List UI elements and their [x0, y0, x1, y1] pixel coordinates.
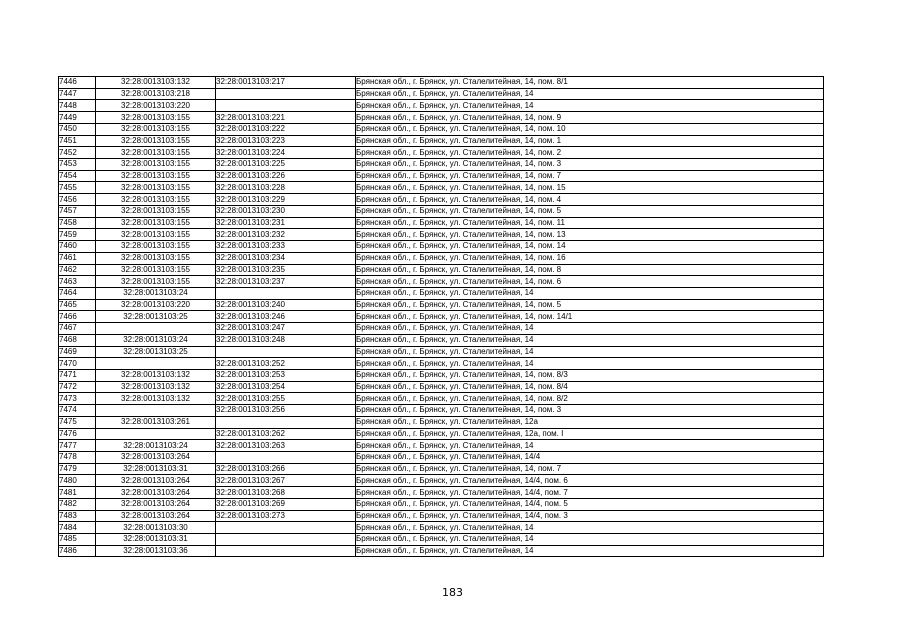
row-number-cell: 7450	[59, 123, 96, 135]
cadastral-number-cell: 32:28:0013103:155	[96, 229, 216, 241]
table-row	[59, 405, 824, 417]
related-cadastral-number-cell: 32:28:0013103:255	[216, 393, 356, 405]
table-row	[59, 205, 824, 217]
related-cadastral-number-cell: 32:28:0013103:222	[216, 123, 356, 135]
table-row	[59, 264, 824, 276]
related-cadastral-number-cell: 32:28:0013103:268	[216, 487, 356, 499]
table-row	[59, 147, 824, 159]
related-cadastral-number-cell: 32:28:0013103:232	[216, 229, 356, 241]
cadastral-number-cell: 32:28:0013103:155	[96, 205, 216, 217]
address-cell: Брянская обл., г. Брянск, ул. Сталелитейная, 14, пом. 8/1	[356, 77, 824, 89]
table-row	[59, 428, 824, 440]
address-cell: Брянская обл., г. Брянск, ул. Сталелитейная, 14	[356, 440, 824, 452]
row-number-cell: 7466	[59, 311, 96, 323]
related-cadastral-number-cell: 32:28:0013103:266	[216, 463, 356, 475]
table-row	[59, 498, 824, 510]
related-cadastral-number-cell: 32:28:0013103:263	[216, 440, 356, 452]
table-row	[59, 252, 824, 264]
related-cadastral-number-cell: 32:28:0013103:237	[216, 276, 356, 288]
address-cell: Брянская обл., г. Брянск, ул. Сталелитейная, 14	[356, 534, 824, 546]
address-cell: Брянская обл., г. Брянск, ул. Сталелитейная, 14	[356, 323, 824, 335]
row-number-cell: 7478	[59, 452, 96, 464]
row-number-cell: 7471	[59, 369, 96, 381]
cadastral-number-cell: 32:28:0013103:31	[96, 534, 216, 546]
related-cadastral-number-cell: 32:28:0013103:267	[216, 475, 356, 487]
table-row	[59, 100, 824, 112]
cadastral-number-cell	[96, 405, 216, 417]
row-number-cell: 7477	[59, 440, 96, 452]
row-number-cell: 7462	[59, 264, 96, 276]
table-row	[59, 287, 824, 299]
cadastral-number-cell: 32:28:0013103:30	[96, 522, 216, 534]
cadastral-number-cell: 32:28:0013103:264	[96, 487, 216, 499]
row-number-cell: 7459	[59, 229, 96, 241]
address-cell: Брянская обл., г. Брянск, ул. Сталелитейная, 14, пом. 11	[356, 217, 824, 229]
cadastral-number-cell: 32:28:0013103:261	[96, 416, 216, 428]
row-number-cell: 7474	[59, 405, 96, 417]
related-cadastral-number-cell: 32:28:0013103:217	[216, 77, 356, 89]
cadastral-number-cell: 32:28:0013103:25	[96, 311, 216, 323]
related-cadastral-number-cell: 32:28:0013103:224	[216, 147, 356, 159]
row-number-cell: 7465	[59, 299, 96, 311]
row-number-cell: 7448	[59, 100, 96, 112]
related-cadastral-number-cell: 32:28:0013103:225	[216, 159, 356, 171]
row-number-cell: 7467	[59, 323, 96, 335]
table-row	[59, 346, 824, 358]
cadastral-number-cell: 32:28:0013103:155	[96, 135, 216, 147]
address-cell: Брянская обл., г. Брянск, ул. Сталелитейная, 14, пом. 4	[356, 194, 824, 206]
row-number-cell: 7460	[59, 241, 96, 253]
row-number-cell: 7470	[59, 358, 96, 370]
address-cell: Брянская обл., г. Брянск, ул. Сталелитейная, 14, пом. 1	[356, 135, 824, 147]
address-cell: Брянская обл., г. Брянск, ул. Сталелитейная, 12а	[356, 416, 824, 428]
related-cadastral-number-cell: 32:28:0013103:226	[216, 170, 356, 182]
address-cell: Брянская обл., г. Брянск, ул. Сталелитейная, 14, пом. 2	[356, 147, 824, 159]
cadastral-number-cell: 32:28:0013103:155	[96, 182, 216, 194]
table-row	[59, 510, 824, 522]
register-table-body	[59, 77, 824, 557]
related-cadastral-number-cell: 32:28:0013103:246	[216, 311, 356, 323]
row-number-cell: 7447	[59, 88, 96, 100]
row-number-cell: 7483	[59, 510, 96, 522]
related-cadastral-number-cell: 32:28:0013103:233	[216, 241, 356, 253]
table-row	[59, 311, 824, 323]
cadastral-number-cell: 32:28:0013103:155	[96, 147, 216, 159]
address-cell: Брянская обл., г. Брянск, ул. Сталелитейная, 14, пом. 10	[356, 123, 824, 135]
row-number-cell: 7484	[59, 522, 96, 534]
table-row	[59, 358, 824, 370]
cadastral-number-cell: 32:28:0013103:155	[96, 194, 216, 206]
address-cell: Брянская обл., г. Брянск, ул. Сталелитейная, 14, пом. 5	[356, 205, 824, 217]
table-row	[59, 334, 824, 346]
address-cell: Брянская обл., г. Брянск, ул. Сталелитейная, 14/4, пом. 7	[356, 487, 824, 499]
cadastral-number-cell: 32:28:0013103:264	[96, 498, 216, 510]
cadastral-number-cell: 32:28:0013103:24	[96, 334, 216, 346]
cadastral-number-cell: 32:28:0013103:155	[96, 217, 216, 229]
table-row	[59, 217, 824, 229]
row-number-cell: 7461	[59, 252, 96, 264]
address-cell: Брянская обл., г. Брянск, ул. Сталелитейная, 14, пом. 16	[356, 252, 824, 264]
row-number-cell: 7486	[59, 545, 96, 557]
cadastral-number-cell	[96, 358, 216, 370]
cadastral-number-cell: 32:28:0013103:155	[96, 252, 216, 264]
address-cell: Брянская обл., г. Брянск, ул. Сталелитейная, 14, пом. 5	[356, 299, 824, 311]
table-row	[59, 416, 824, 428]
table-row	[59, 440, 824, 452]
row-number-cell: 7458	[59, 217, 96, 229]
table-row	[59, 487, 824, 499]
row-number-cell: 7468	[59, 334, 96, 346]
table-row	[59, 182, 824, 194]
cadastral-number-cell: 32:28:0013103:220	[96, 299, 216, 311]
table-row	[59, 123, 824, 135]
related-cadastral-number-cell: 32:28:0013103:234	[216, 252, 356, 264]
cadastral-number-cell: 32:28:0013103:155	[96, 170, 216, 182]
table-row	[59, 241, 824, 253]
row-number-cell: 7472	[59, 381, 96, 393]
address-cell: Брянская обл., г. Брянск, ул. Сталелитейная, 14, пом. 7	[356, 170, 824, 182]
address-cell: Брянская обл., г. Брянск, ул. Сталелитейная, 14/4, пом. 6	[356, 475, 824, 487]
related-cadastral-number-cell	[216, 545, 356, 557]
row-number-cell: 7446	[59, 77, 96, 89]
cadastral-number-cell: 32:28:0013103:264	[96, 475, 216, 487]
table-row	[59, 88, 824, 100]
table-row	[59, 159, 824, 171]
related-cadastral-number-cell	[216, 287, 356, 299]
cadastral-number-cell: 32:28:0013103:220	[96, 100, 216, 112]
table-row	[59, 170, 824, 182]
address-cell: Брянская обл., г. Брянск, ул. Сталелитейная, 14	[356, 287, 824, 299]
row-number-cell: 7457	[59, 205, 96, 217]
address-cell: Брянская обл., г. Брянск, ул. Сталелитейная, 14, пом. 8	[356, 264, 824, 276]
related-cadastral-number-cell: 32:28:0013103:221	[216, 112, 356, 124]
table-row	[59, 534, 824, 546]
cadastral-number-cell: 32:28:0013103:25	[96, 346, 216, 358]
related-cadastral-number-cell: 32:28:0013103:252	[216, 358, 356, 370]
cadastral-number-cell: 32:28:0013103:132	[96, 381, 216, 393]
related-cadastral-number-cell: 32:28:0013103:228	[216, 182, 356, 194]
row-number-cell: 7481	[59, 487, 96, 499]
address-cell: Брянская обл., г. Брянск, ул. Сталелитейная, 14	[356, 358, 824, 370]
cadastral-number-cell: 32:28:0013103:132	[96, 77, 216, 89]
cadastral-number-cell: 32:28:0013103:155	[96, 276, 216, 288]
related-cadastral-number-cell	[216, 416, 356, 428]
address-cell: Брянская обл., г. Брянск, ул. Сталелитейная, 14, пом. 3	[356, 405, 824, 417]
cadastral-number-cell: 32:28:0013103:24	[96, 440, 216, 452]
row-number-cell: 7485	[59, 534, 96, 546]
table-row	[59, 112, 824, 124]
related-cadastral-number-cell	[216, 100, 356, 112]
cadastral-number-cell: 32:28:0013103:155	[96, 241, 216, 253]
address-cell: Брянская обл., г. Брянск, ул. Сталелитейная, 14	[356, 545, 824, 557]
table-row	[59, 522, 824, 534]
cadastral-number-cell	[96, 428, 216, 440]
cadastral-number-cell: 32:28:0013103:264	[96, 510, 216, 522]
row-number-cell: 7464	[59, 287, 96, 299]
address-cell: Брянская обл., г. Брянск, ул. Сталелитейная, 14	[356, 522, 824, 534]
table-row	[59, 393, 824, 405]
address-cell: Брянская обл., г. Брянск, ул. Сталелитейная, 12а, пом. I	[356, 428, 824, 440]
address-cell: Брянская обл., г. Брянск, ул. Сталелитейная, 14, пом. 13	[356, 229, 824, 241]
address-cell: Брянская обл., г. Брянск, ул. Сталелитейная, 14, пом. 8/4	[356, 381, 824, 393]
cadastral-number-cell	[96, 323, 216, 335]
row-number-cell: 7452	[59, 147, 96, 159]
address-cell: Брянская обл., г. Брянск, ул. Сталелитейная, 14	[356, 100, 824, 112]
related-cadastral-number-cell: 32:28:0013103:273	[216, 510, 356, 522]
address-cell: Брянская обл., г. Брянск, ул. Сталелитейная, 14/4	[356, 452, 824, 464]
row-number-cell: 7480	[59, 475, 96, 487]
address-cell: Брянская обл., г. Брянск, ул. Сталелитейная, 14	[356, 346, 824, 358]
table-row	[59, 369, 824, 381]
row-number-cell: 7456	[59, 194, 96, 206]
table-row	[59, 194, 824, 206]
related-cadastral-number-cell: 32:28:0013103:248	[216, 334, 356, 346]
address-cell: Брянская обл., г. Брянск, ул. Сталелитейная, 14	[356, 334, 824, 346]
address-cell: Брянская обл., г. Брянск, ул. Сталелитейная, 14, пом. 8/2	[356, 393, 824, 405]
row-number-cell: 7463	[59, 276, 96, 288]
row-number-cell: 7455	[59, 182, 96, 194]
cadastral-number-cell: 32:28:0013103:218	[96, 88, 216, 100]
address-cell: Брянская обл., г. Брянск, ул. Сталелитейная, 14, пом. 8/3	[356, 369, 824, 381]
related-cadastral-number-cell: 32:28:0013103:247	[216, 323, 356, 335]
row-number-cell: 7451	[59, 135, 96, 147]
row-number-cell: 7479	[59, 463, 96, 475]
table-row	[59, 77, 824, 89]
related-cadastral-number-cell: 32:28:0013103:269	[216, 498, 356, 510]
cadastral-number-cell: 32:28:0013103:264	[96, 452, 216, 464]
address-cell: Брянская обл., г. Брянск, ул. Сталелитейная, 14, пом. 15	[356, 182, 824, 194]
table-row	[59, 475, 824, 487]
row-number-cell: 7454	[59, 170, 96, 182]
related-cadastral-number-cell: 32:28:0013103:229	[216, 194, 356, 206]
related-cadastral-number-cell: 32:28:0013103:231	[216, 217, 356, 229]
page-number: 183	[442, 586, 463, 599]
related-cadastral-number-cell: 32:28:0013103:235	[216, 264, 356, 276]
table-row	[59, 381, 824, 393]
related-cadastral-number-cell	[216, 346, 356, 358]
address-cell: Брянская обл., г. Брянск, ул. Сталелитейная, 14	[356, 88, 824, 100]
address-cell: Брянская обл., г. Брянск, ул. Сталелитейная, 14, пом. 7	[356, 463, 824, 475]
row-number-cell: 7482	[59, 498, 96, 510]
register-table	[58, 76, 824, 557]
cadastral-number-cell: 32:28:0013103:24	[96, 287, 216, 299]
cadastral-number-cell: 32:28:0013103:31	[96, 463, 216, 475]
table-row	[59, 323, 824, 335]
address-cell: Брянская обл., г. Брянск, ул. Сталелитейная, 14, пом. 6	[356, 276, 824, 288]
cadastral-number-cell: 32:28:0013103:132	[96, 393, 216, 405]
row-number-cell: 7469	[59, 346, 96, 358]
address-cell: Брянская обл., г. Брянск, ул. Сталелитейная, 14, пом. 9	[356, 112, 824, 124]
related-cadastral-number-cell	[216, 522, 356, 534]
row-number-cell: 7449	[59, 112, 96, 124]
related-cadastral-number-cell: 32:28:0013103:253	[216, 369, 356, 381]
row-number-cell: 7473	[59, 393, 96, 405]
related-cadastral-number-cell: 32:28:0013103:262	[216, 428, 356, 440]
related-cadastral-number-cell: 32:28:0013103:223	[216, 135, 356, 147]
related-cadastral-number-cell	[216, 88, 356, 100]
cadastral-number-cell: 32:28:0013103:132	[96, 369, 216, 381]
related-cadastral-number-cell	[216, 534, 356, 546]
address-cell: Брянская обл., г. Брянск, ул. Сталелитейная, 14, пом. 14	[356, 241, 824, 253]
row-number-cell: 7475	[59, 416, 96, 428]
table-row	[59, 229, 824, 241]
cadastral-number-cell: 32:28:0013103:155	[96, 112, 216, 124]
related-cadastral-number-cell: 32:28:0013103:240	[216, 299, 356, 311]
cadastral-number-cell: 32:28:0013103:155	[96, 159, 216, 171]
table-row	[59, 135, 824, 147]
table-row	[59, 545, 824, 557]
address-cell: Брянская обл., г. Брянск, ул. Сталелитейная, 14/4, пом. 5	[356, 498, 824, 510]
row-number-cell: 7476	[59, 428, 96, 440]
related-cadastral-number-cell: 32:28:0013103:256	[216, 405, 356, 417]
table-row	[59, 276, 824, 288]
table-row	[59, 463, 824, 475]
address-cell: Брянская обл., г. Брянск, ул. Сталелитейная, 14, пом. 14/1	[356, 311, 824, 323]
related-cadastral-number-cell: 32:28:0013103:230	[216, 205, 356, 217]
related-cadastral-number-cell: 32:28:0013103:254	[216, 381, 356, 393]
cadastral-number-cell: 32:28:0013103:155	[96, 123, 216, 135]
table-row	[59, 299, 824, 311]
related-cadastral-number-cell	[216, 452, 356, 464]
table-row	[59, 452, 824, 464]
cadastral-number-cell: 32:28:0013103:36	[96, 545, 216, 557]
row-number-cell: 7453	[59, 159, 96, 171]
address-cell: Брянская обл., г. Брянск, ул. Сталелитейная, 14/4, пом. 3	[356, 510, 824, 522]
cadastral-number-cell: 32:28:0013103:155	[96, 264, 216, 276]
address-cell: Брянская обл., г. Брянск, ул. Сталелитейная, 14, пом. 3	[356, 159, 824, 171]
